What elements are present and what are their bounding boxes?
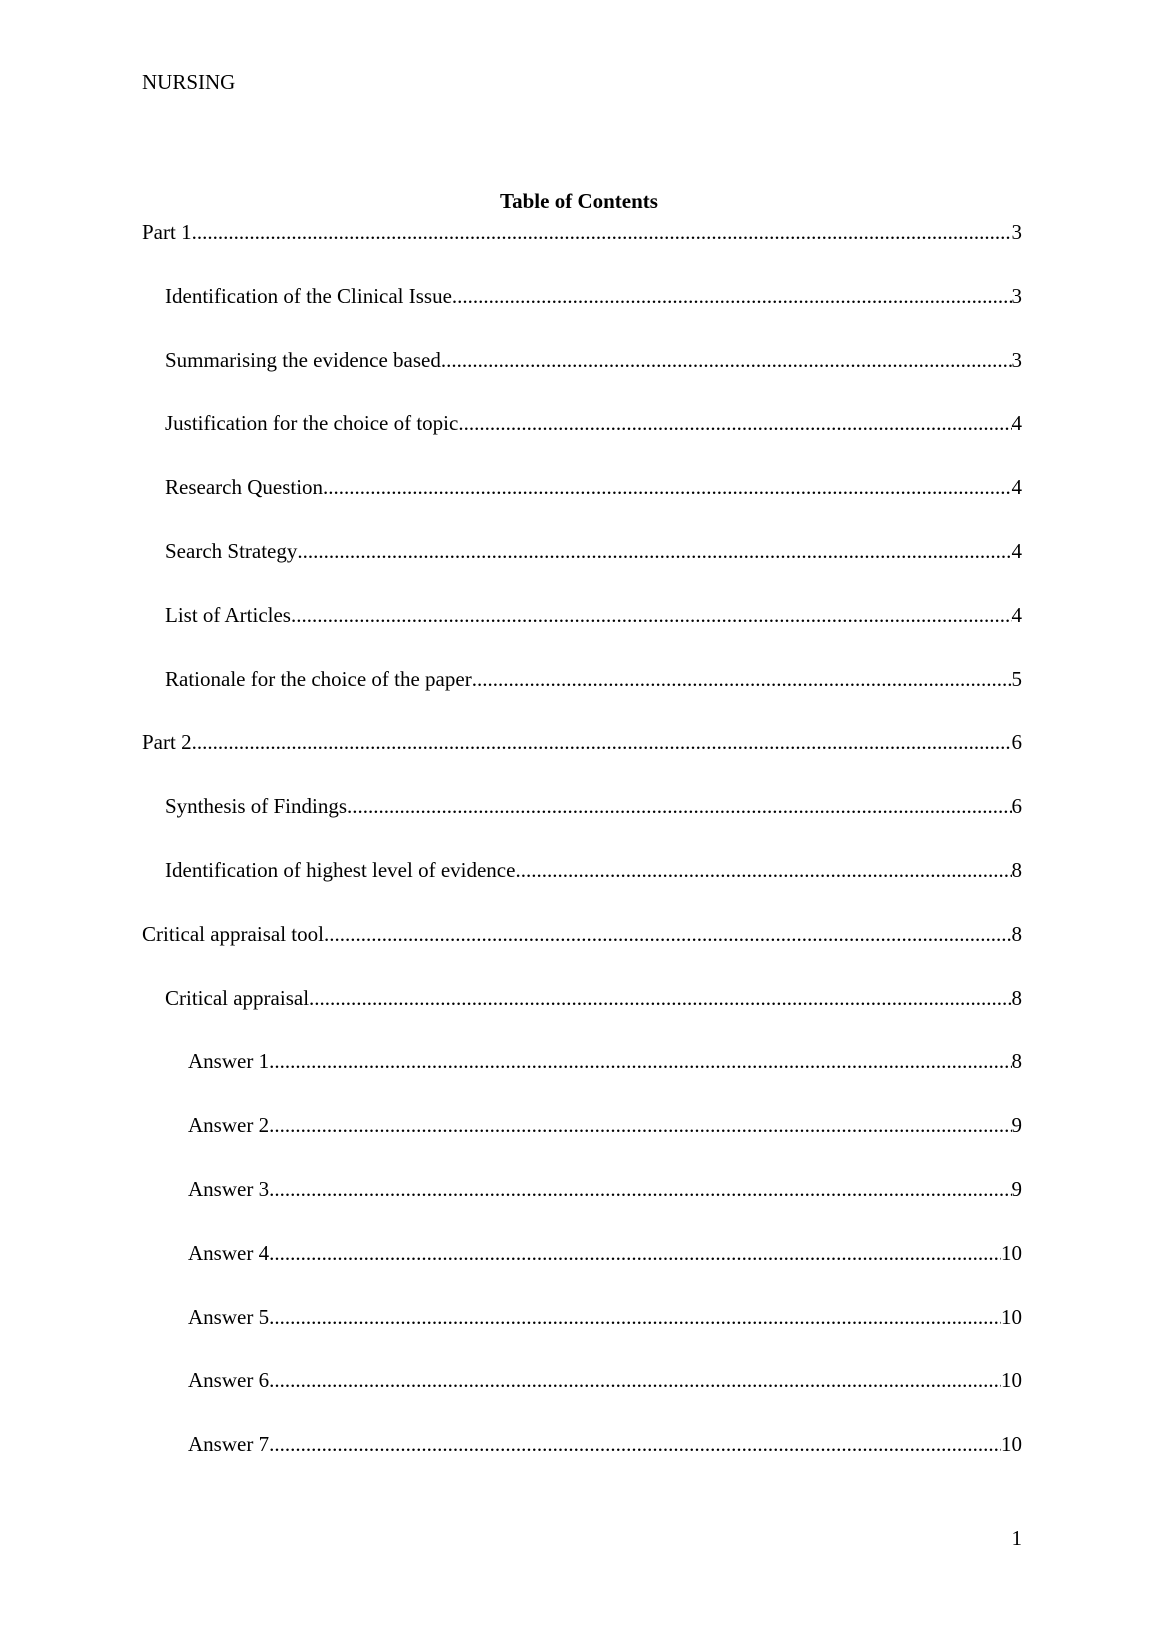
toc-entry[interactable] [142,1241,1022,1265]
toc-dot-leader [269,1368,1001,1392]
toc-entry[interactable] [142,348,1022,372]
toc-entry[interactable] [142,1432,1022,1456]
toc-entry-label: Answer 2 [188,1113,270,1138]
toc-entry-page: 8 [1011,921,1022,946]
toc-entry[interactable] [142,667,1022,691]
toc-dot-leader [458,411,1011,435]
toc-entry-label: Part 1 [142,220,192,244]
toc-entry-label: Search Strategy [165,538,298,563]
toc-dot-leader [324,922,1012,946]
toc-title: Table of Contents [500,189,658,213]
toc-entry[interactable] [142,411,1022,435]
toc-entry-label: Critical appraisal [165,985,310,1010]
toc-entry-page: 10 [1001,1240,1022,1265]
toc-entry-page: 10 [1001,1368,1022,1393]
toc-dot-leader [269,1241,1001,1265]
toc-entry-page: 10 [1001,1304,1022,1329]
toc-dot-leader [269,1305,1001,1329]
toc-entry[interactable] [142,730,1022,754]
toc-entry-label: Answer 7 [188,1432,270,1457]
toc-entry[interactable] [142,1305,1022,1329]
toc-entry-label: Identification of highest level of evidence [165,857,516,882]
toc-entry-label: Research Question [165,475,324,500]
toc-entry[interactable] [142,475,1022,499]
toc-entry-page: 8 [1011,985,1022,1010]
toc-entry-page: 4 [1011,538,1022,563]
toc-entry-page: 8 [1011,1049,1022,1074]
toc-dot-leader [269,1177,1011,1201]
toc-entry[interactable] [142,284,1022,308]
toc-entry[interactable] [142,220,1022,244]
toc-entry-page: 10 [1001,1432,1022,1457]
toc-entry-page: 3 [1011,283,1022,308]
toc-entry[interactable] [142,922,1022,946]
table-of-contents [142,220,1022,1496]
toc-entry-label: Answer 1 [188,1049,270,1074]
toc-dot-leader [192,730,1012,754]
toc-dot-leader [347,794,1011,818]
toc-entry[interactable] [142,1368,1022,1392]
toc-entry[interactable] [142,1049,1022,1073]
toc-dot-leader [515,858,1011,882]
toc-entry-page: 6 [1011,794,1022,819]
toc-dot-leader [441,348,1012,372]
toc-entry-page: 6 [1011,730,1022,755]
toc-entry-label: Answer 5 [188,1304,270,1329]
toc-entry-page: 8 [1011,857,1022,882]
toc-entry[interactable] [142,986,1022,1010]
toc-entry[interactable] [142,603,1022,627]
toc-dot-leader [291,603,1012,627]
toc-dot-leader [269,1049,1011,1073]
page-number: 1 [1011,1526,1022,1550]
toc-entry-page: 3 [1011,347,1022,372]
toc-entry-page: 4 [1011,411,1022,436]
toc-entry-page: 4 [1011,602,1022,627]
running-header: NURSING [142,70,236,94]
toc-entry-page: 3 [1011,220,1022,244]
toc-entry[interactable] [142,1113,1022,1137]
toc-dot-leader [323,475,1011,499]
toc-dot-leader [269,1113,1011,1137]
toc-entry-page: 9 [1011,1176,1022,1201]
toc-entry-label: Critical appraisal tool [142,921,324,946]
toc-entry-label: Answer 4 [188,1240,270,1265]
toc-entry-label: Justification for the choice of topic [165,411,459,436]
toc-entry-label: Answer 3 [188,1176,270,1201]
toc-entry-label: List of Articles [165,602,291,627]
toc-entry[interactable] [142,858,1022,882]
toc-entry[interactable] [142,539,1022,563]
toc-dot-leader [309,986,1011,1010]
toc-entry[interactable] [142,1177,1022,1201]
toc-dot-leader [269,1432,1001,1456]
toc-entry[interactable] [142,794,1022,818]
toc-entry-label: Rationale for the choice of the paper [165,666,472,691]
toc-entry-label: Summarising the evidence based [165,347,441,372]
toc-dot-leader [472,667,1012,691]
toc-dot-leader [452,284,1012,308]
toc-entry-page: 9 [1011,1113,1022,1138]
toc-entry-label: Synthesis of Findings [165,794,348,819]
toc-entry-page: 5 [1011,666,1022,691]
toc-dot-leader [192,220,1012,244]
toc-dot-leader [297,539,1011,563]
toc-entry-label: Identification of the Clinical Issue [165,283,452,308]
toc-entry-label: Part 2 [142,730,192,755]
toc-entry-page: 4 [1011,475,1022,500]
toc-entry-label: Answer 6 [188,1368,270,1393]
